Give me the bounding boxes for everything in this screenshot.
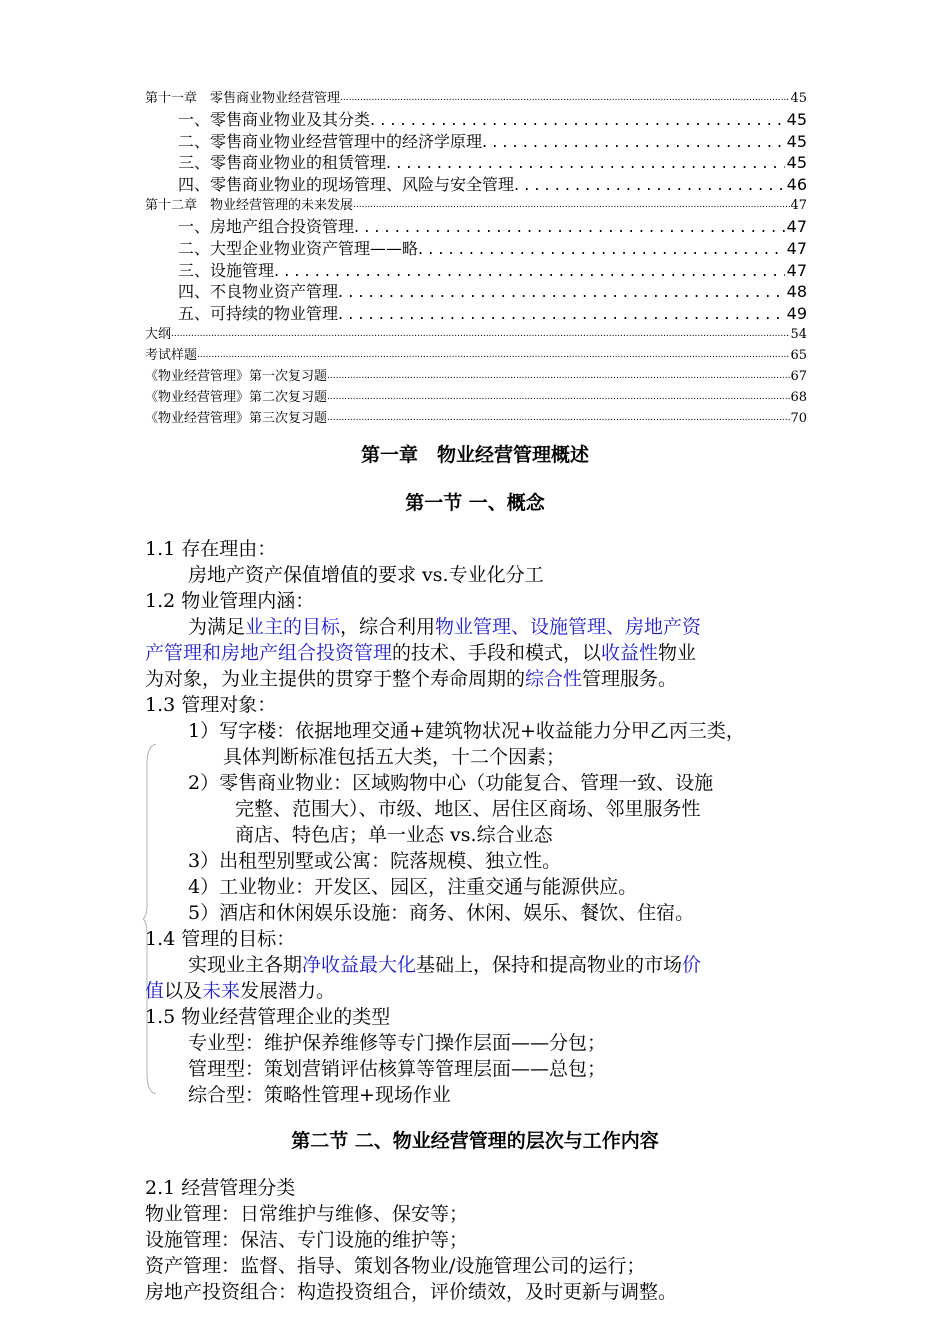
object-office-cont: 具体判断标准包括五大类，十二个因素； xyxy=(223,746,566,768)
toc-entry-page: 45 xyxy=(786,153,807,173)
toc-leader-dots xyxy=(327,366,790,387)
toc-entry-page: 49 xyxy=(786,303,807,323)
heading-1-1: 1.1 存在理由： xyxy=(145,538,277,560)
toc-entry-page: 70 xyxy=(790,411,807,427)
toc-entry-title: 考试样题 xyxy=(145,348,198,364)
toc-entry[interactable] xyxy=(145,408,807,429)
toc-entry[interactable] xyxy=(145,152,807,174)
object-hotel: 5）酒店和休闲娱乐设施：商务、休闲、娱乐、餐饮、住宿。 xyxy=(188,902,695,924)
type-professional: 专业型：维护保养维修等专门操作层面——分包； xyxy=(188,1032,607,1054)
definition-line-3: 为对象，为业主提供的贯穿于整个寿命周期的综合性管理服务。 xyxy=(145,668,678,690)
object-retail-cont-2: 商店、特色店；单一业态 vs.综合业态 xyxy=(235,824,553,846)
section-2-body xyxy=(145,1175,810,1305)
goal-line-1: 实现业主各期净收益最大化基础上，保持和提高物业的市场价 xyxy=(188,954,702,976)
toc-entry-title: 大纲 xyxy=(145,327,172,343)
toc-entry-page: 67 xyxy=(790,369,807,385)
toc-entry-page: 65 xyxy=(790,348,807,364)
type-management: 管理型：策划营销评估核算等管理层面——总包； xyxy=(188,1058,607,1080)
toc-entry-page: 47 xyxy=(790,198,807,214)
heading-2-1: 2.1 经营管理分类 xyxy=(145,1177,296,1199)
heading-1-4: 1.4 管理的目标： xyxy=(145,928,296,950)
chapter-title: 第一章 物业经营管理概述 xyxy=(360,444,589,466)
object-retail-cont-1: 完整、范围大）、市级、地区、居住区商场、邻里服务性 xyxy=(235,798,701,820)
toc-entry[interactable] xyxy=(145,109,807,131)
definition-line-2: 产管理和房地产组合投资管理的技术、手段和模式，以收益性物业 xyxy=(145,642,697,664)
toc-entry[interactable] xyxy=(145,366,807,387)
toc-entry[interactable] xyxy=(145,281,807,303)
toc-entry-title: 第十一章 零售商业物业经营管理 xyxy=(145,91,341,106)
heading-1-5: 1.5 物业经营管理企业的类型 xyxy=(145,1006,391,1028)
toc-entry-title: 一、零售商业物业及其分类 xyxy=(178,110,371,129)
toc-leader-dots xyxy=(370,109,785,131)
table-of-contents xyxy=(145,88,807,429)
toc-entry-page: 68 xyxy=(790,390,807,406)
toc-entry[interactable] xyxy=(145,238,807,260)
category-facility: 设施管理：保洁、专门设施的维护等； xyxy=(145,1229,469,1251)
type-integrated: 综合型：策略性管理+现场作业 xyxy=(188,1084,451,1106)
toc-entry[interactable] xyxy=(145,195,807,216)
section-1-body xyxy=(145,536,810,1108)
category-portfolio: 房地产投资组合：构造投资组合，评价绩效，及时更新与调整。 xyxy=(145,1281,678,1303)
object-office: 1）写字楼：依据地理交通+建筑物状况+收益能力分甲乙丙三类， xyxy=(188,720,745,742)
goal-line-2: 值以及未来发展潜力。 xyxy=(145,980,336,1002)
toc-entry-title: 三、零售商业物业的租赁管理 xyxy=(178,153,387,173)
toc-entry-page: 45 xyxy=(790,91,807,106)
toc-entry-title: 二、大型企业物业资产管理——略 xyxy=(178,238,419,258)
toc-entry[interactable] xyxy=(145,260,807,282)
object-industrial: 4）工业物业：开发区、园区，注重交通与能源供应。 xyxy=(188,876,638,898)
toc-entry-page: 47 xyxy=(786,238,807,258)
definition-line-1: 为满足业主的目标，综合利用物业管理、设施管理、房地产资 xyxy=(188,616,702,638)
toc-entry-title: 四、零售商业物业的现场管理、风险与安全管理 xyxy=(178,174,515,194)
toc-leader-dots xyxy=(327,408,790,429)
toc-leader-dots xyxy=(171,324,790,345)
toc-entry-title: 三、设施管理 xyxy=(178,260,275,280)
toc-entry[interactable] xyxy=(145,88,807,109)
toc-entry[interactable] xyxy=(145,174,807,196)
toc-entry[interactable] xyxy=(145,345,807,366)
toc-leader-dots xyxy=(274,260,785,282)
toc-entry-page: 48 xyxy=(786,282,807,302)
toc-entry-title: 一、房地产组合投资管理 xyxy=(178,217,355,237)
toc-leader-dots xyxy=(418,238,785,260)
toc-leader-dots xyxy=(338,281,785,303)
toc-entry-page: 45 xyxy=(786,110,807,129)
toc-entry-page: 54 xyxy=(790,327,807,343)
toc-leader-dots xyxy=(197,345,790,366)
toc-entry-title: 四、不良物业资产管理 xyxy=(178,282,339,302)
toc-entry-page: 47 xyxy=(786,260,807,280)
toc-entry-title: 《物业经营管理》第一次复习题 xyxy=(145,369,328,385)
toc-leader-dots xyxy=(354,216,785,238)
heading-1-2: 1.2 物业管理内涵： xyxy=(145,590,315,612)
toc-entry-title: 第十二章 物业经营管理的未来发展 xyxy=(145,198,354,214)
toc-leader-dots xyxy=(353,195,790,216)
object-retail: 2）零售商业物业：区域购物中心（功能复合、管理一致、设施 xyxy=(188,772,714,794)
toc-entry-page: 45 xyxy=(786,131,807,151)
toc-leader-dots xyxy=(386,152,785,174)
heading-1-3: 1.3 管理对象： xyxy=(145,694,277,716)
toc-entry-page: 46 xyxy=(786,174,807,194)
category-asset: 资产管理：监督、指导、策划各物业/设施管理公司的运行； xyxy=(145,1255,646,1277)
section-1-title: 第一节 一、概念 xyxy=(405,492,545,514)
toc-entry[interactable] xyxy=(145,131,807,153)
section-2-title: 第二节 二、物业经营管理的层次与工作内容 xyxy=(291,1130,659,1152)
toc-entry-title: 二、零售商业物业经营管理中的经济学原理 xyxy=(178,131,483,151)
reason-text: 房地产资产保值增值的要求 vs.专业化分工 xyxy=(188,564,544,586)
toc-entry-title: 五、可持续的物业管理 xyxy=(178,303,339,323)
category-property: 物业管理：日常维护与维修、保安等； xyxy=(145,1203,469,1225)
toc-entry[interactable] xyxy=(145,216,807,238)
toc-entry-title: 《物业经营管理》第二次复习题 xyxy=(145,390,328,406)
toc-leader-dots xyxy=(514,174,785,196)
toc-entry[interactable] xyxy=(145,324,807,345)
toc-leader-dots xyxy=(340,88,790,109)
toc-leader-dots xyxy=(327,387,790,408)
toc-entry[interactable] xyxy=(145,387,807,408)
toc-entry-page: 47 xyxy=(786,217,807,237)
toc-leader-dots xyxy=(482,131,785,153)
toc-entry-title: 《物业经营管理》第三次复习题 xyxy=(145,411,328,427)
object-villa: 3）出租型别墅或公寓：院落规模、独立性。 xyxy=(188,850,562,872)
toc-leader-dots xyxy=(338,303,785,325)
toc-entry[interactable] xyxy=(145,303,807,325)
